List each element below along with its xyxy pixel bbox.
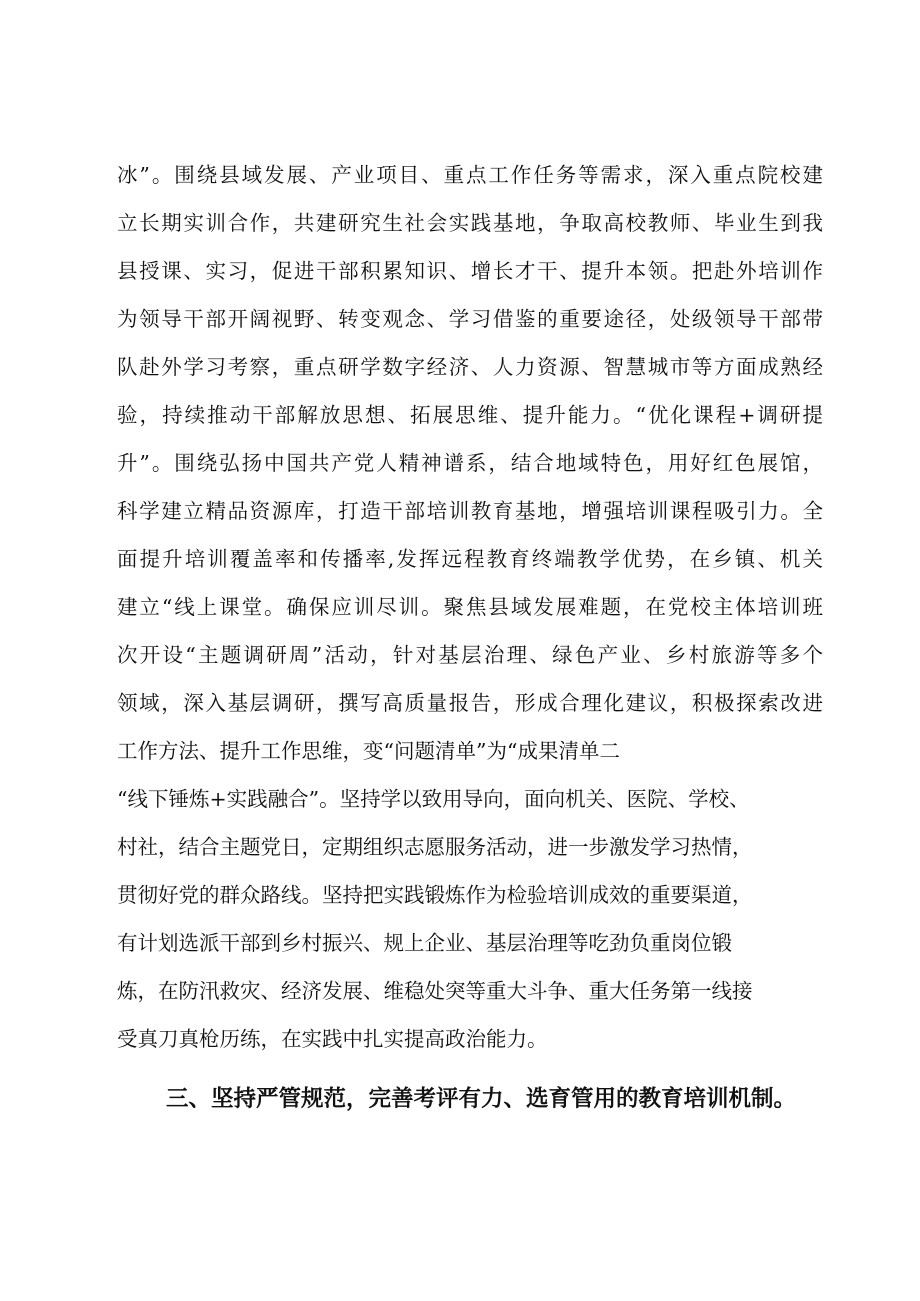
section-heading: 三、坚持严管规范，完善考评有力、选育管用的教育培训机制。 — [166, 1086, 797, 1112]
paragraph-1-line-2: 立长期实训合作，共建研究生社会实践基地，争取高校教师、毕业生到我 — [117, 211, 823, 235]
paragraph-1-line-5: 队赴外学习考察，重点研学数字经济、人力资源、智慧城市等方面成熟经 — [117, 355, 823, 379]
paragraph-2-line-3: 贯彻好党的群众路线。坚持把实践锻炼作为检验培训成效的重要渠道， — [117, 883, 753, 907]
paragraph-1-line-9: 面提升培训覆盖率和传播率,发挥远程教育终端教学优势，在乡镇、机关 — [117, 547, 823, 571]
paragraph-2-line-5: 炼，在防汛救灾、经济发展、维稳处突等重大斗争、重大任务第一线接 — [117, 979, 753, 1003]
paragraph-2-line-2: 村社，结合主题党日，定期组织志愿服务活动，进一步激发学习热情， — [117, 835, 753, 859]
paragraph-2-line-6: 受真刀真枪历练，在实践中扎实提高政治能力。 — [117, 1027, 548, 1051]
paragraph-1-line-11: 次开设“主题调研周”活动，针对基层治理、绿色产业、乡村旅游等多个 — [117, 643, 823, 667]
paragraph-1-line-6: 验，持续推动干部解放思想、拓展思维、提升能力。“优化课程+调研提 — [117, 403, 823, 427]
paragraph-1-line-3: 县授课、实习，促进干部积累知识、增长才干、提升本领。把赴外培训作 — [117, 259, 823, 283]
paragraph-1-line-10: 建立“线上课堂。确保应训尽训。聚焦县域发展难题，在党校主体培训班 — [117, 595, 823, 619]
paragraph-2-line-1: “线下锤炼+实践融合”。坚持学以致用导向，面向机关、医院、学校、 — [117, 787, 750, 811]
paragraph-1-line-7: 升”。围绕弘扬中国共产党人精神谱系，结合地域特色，用好红色展馆， — [117, 451, 823, 475]
paragraph-1-line-12: 领域，深入基层调研，撰写高质量报告，形成合理化建议，积极探索改进 — [117, 691, 823, 715]
paragraph-1-line-8: 科学建立精品资源库，打造干部培训教育基地，增强培训课程吸引力。全 — [117, 499, 823, 523]
paragraph-2-line-4: 有计划选派干部到乡村振兴、规上企业、基层治理等吃劲负重岗位锻 — [117, 931, 732, 955]
paragraph-1-line-4: 为领导干部开阔视野、转变观念、学习借鉴的重要途径，处级领导干部带 — [117, 307, 823, 331]
paragraph-1-line-1: 冰”。围绕县域发展、产业项目、重点工作任务等需求，深入重点院校建 — [117, 163, 823, 187]
paragraph-1-line-13: 工作方法、提升工作思维，变“问题清单”为“成果清单二 — [117, 739, 620, 763]
